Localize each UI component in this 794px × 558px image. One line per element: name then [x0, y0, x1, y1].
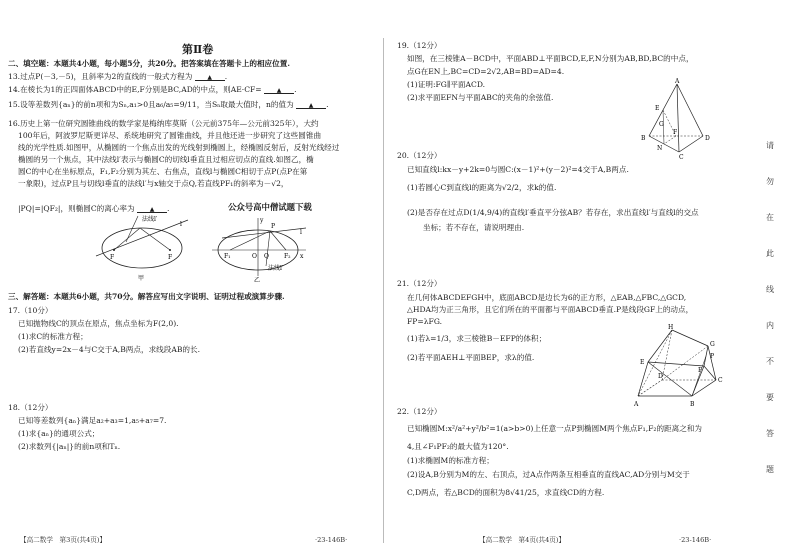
fig-label: 法线l′ [142, 216, 158, 223]
fig-label: G [710, 341, 715, 348]
q22-head: 22.（12分） [397, 407, 442, 416]
fig-caption-yi: 乙 [254, 277, 261, 284]
q22-line: 4,且∠F₁PF₂的最大值为120°. [407, 442, 509, 451]
margin-char: 答 [766, 429, 774, 438]
q20-head: 20.（12分） [397, 151, 442, 160]
fig-label: F [673, 129, 678, 136]
fig-label: l [300, 229, 302, 236]
margin-char: 勿 [766, 177, 774, 186]
fig-label: l [180, 221, 182, 228]
margin-char: 题 [766, 465, 774, 474]
margin-char: 不 [766, 357, 774, 366]
fig-label: A [634, 401, 639, 408]
fig-label: N [657, 145, 663, 152]
fig-label: F [110, 254, 115, 261]
q17-line: (2)若直线y=2x－4与C交于A,B两点，求线段AB的长. [18, 345, 201, 354]
q16-line: |PQ|=|QF₂|，则椭圆C的离心率为 ▲ . [18, 204, 170, 213]
footer-code: ·23-146B· [679, 536, 712, 544]
q22-line: (1)求椭圆M的标准方程； [407, 456, 494, 465]
fig-label: P [271, 223, 276, 230]
q19-head: 19.（12分） [397, 41, 442, 50]
q19-line: (1)证明:FG∥平面ACD. [407, 80, 486, 89]
margin-char: 要 [766, 393, 774, 402]
fig-label: F₁ [224, 253, 231, 260]
q19-line: (2)求平面EFN与平面ABC的夹角的余弦值. [407, 93, 554, 102]
q13: 13.过点P(－3,－5)，且斜率为2的直线的一般式方程为 ▲ . [8, 72, 228, 81]
answer-blank: ▲ [137, 203, 167, 213]
fig-label: E [640, 359, 645, 366]
watermark-text: 公众号高中僧试题下载 [228, 202, 312, 212]
figure-jia [92, 212, 192, 284]
q14: 14.在棱长为1的正四面体ABCD中的E,F分别是BC,AD的中点，则AE·CF= ▲ . [8, 85, 297, 94]
q20-line: (1)若圆心C到直线l的距离为√2/2，求k的值. [407, 183, 557, 192]
margin-char: 内 [766, 321, 774, 330]
answer-blank: ▲ [264, 84, 294, 94]
section3-header: 三、解答题：本题共6小题，共70分。解答应写出文字说明、证明过程或演算步骤. [8, 292, 285, 301]
q17-head: 17.（10分） [8, 306, 53, 315]
footer-page-info: 【高二数学 第3页(共4页)】 [20, 536, 107, 544]
fig-label: B [641, 135, 646, 142]
figure-yi [208, 212, 308, 284]
footer-code: ·23-146B· [315, 536, 348, 544]
margin-char: 请 [766, 141, 774, 150]
q15: 15.设等差数列{aₙ}的前n项和为Sₙ,a₁>0且a₆/a₅=9/11，当Sₙ取最大值时，n的值为 ▲ . [8, 100, 329, 109]
fig-label: F₂ [284, 253, 291, 260]
fig-label: F [168, 254, 173, 261]
page-title: 第Ⅱ卷 [182, 43, 214, 56]
q16-line: 16.历史上第一位研究圆锥曲线的数学家是梅纳库莫斯（公元前375年—公元前325年），大约 [8, 119, 319, 128]
margin-char: 此 [766, 249, 774, 258]
fig-caption-jia: 甲 [138, 275, 145, 282]
answer-blank: ▲ [296, 99, 326, 109]
fig-label: y [260, 217, 264, 224]
q17-line: (1)求C的标准方程； [18, 332, 88, 341]
q17-line: 已知抛物线C的顶点在原点，焦点坐标为F(2,0). [18, 319, 179, 328]
fig-label: H [668, 324, 674, 331]
q20-line: 坐标；若不存在，请说明理由. [423, 223, 525, 232]
q18-head: 18.（12分） [8, 403, 53, 412]
q16-line: 圆C的中心在坐标原点，F₁,F₂分别为其左、右焦点，直线l与椭圆C相切于点P(点P在第 [18, 167, 308, 176]
q21-line: 在几何体ABCDEFGH中，底面ABCD是边长为6的正方形，△EAB,△FBC,△GCD, [407, 293, 687, 302]
fig-label: F [698, 367, 703, 374]
fig-label: Q [264, 253, 269, 260]
fig-label: 法线l′ [268, 265, 284, 272]
margin-char: 线 [766, 285, 774, 294]
q22-line: (2)设A,B分别为M的左、右顶点，过A点作两条互相垂直的直线AC,AD分别与M交于 [407, 470, 690, 479]
q16-line: 线的光学性质.如图甲，从椭圆的一个焦点出发的光线射到椭圆上，经椭圆反射后，反射光线经过 [18, 143, 340, 152]
page-divider [383, 38, 384, 543]
answer-blank: ▲ [195, 71, 225, 81]
q22-line: C,D两点，若△BCD的面积为8√41/25，求直线CD的方程. [407, 488, 605, 497]
q16-line: 100年后，阿波罗尼斯更详尽、系统地研究了圆锥曲线，并且他还进一步研究了这些圆锥曲 [18, 131, 322, 140]
q21-line: (2)若平面AEH⊥平面BEP，求λ的值. [407, 353, 535, 362]
q21-head: 21.（12分） [397, 279, 442, 288]
q21-line: FP=λFG. [407, 317, 443, 326]
fig-label: O [252, 253, 257, 260]
fig-label: B [690, 401, 695, 408]
q18-line: (2)求数列{|aₙ|}的前n项和Tₙ. [18, 442, 121, 451]
q18-line: 已知等差数列{aₙ}满足a₂+a₃=1,a₅+a₇=7. [18, 416, 167, 425]
q21-line: (1)若λ=1/3，求三棱锥B－EFP的体积； [407, 334, 547, 343]
q18-line: (1)求{aₙ}的通项公式； [18, 429, 100, 438]
q19-line: 如图，在三棱锥A－BCD中，平面ABD⊥平面BCD,E,F,N分别为AB,BD,BC的中点， [407, 54, 694, 63]
fig-label: C [718, 377, 723, 384]
fig-label: C [679, 154, 684, 160]
fig-label: A [675, 78, 680, 85]
fig-label: G [659, 121, 664, 128]
fig-label: P [710, 353, 715, 360]
margin-char: 在 [766, 213, 774, 222]
figure-q19 [641, 78, 713, 160]
fig-label: D [658, 373, 663, 380]
footer-page-info: 【高二数学 第4页(共4页)】 [479, 536, 566, 544]
q19-line: 点G在EN上,BC=CD=2√2,AB=BD=AD=4. [407, 67, 565, 76]
binding-margin-note [760, 140, 784, 500]
q20-line: (2)是否存在过点D(1/4,9/4)的直线l′垂直平分弦AB？若存在，求出直线l′与直线l的交点 [407, 208, 699, 217]
fig-label: D [705, 135, 710, 142]
q16-line: 椭圆的另一个焦点，其中法线l′表示与椭圆C的切线l垂直且过相应切点的直线.如图乙，椭 [18, 155, 314, 164]
q16-line: 一象限)，过点P且与切线l垂直的法线l′与x轴交于点Q,若直线PF₁的斜率为－√2， [18, 179, 289, 188]
q22-line: 已知椭圆M:x²/a²+y²/b²=1(a>b>0)上任意一点P到椭圆M两个焦点F₁,F₂的距离之和为 [407, 424, 703, 433]
figure-q21 [632, 322, 724, 412]
fig-label: E [655, 105, 660, 112]
q20-line: 已知直线l:kx－y+2k=0与圆C:(x－1)²+(y－2)²=4交于A,B两点. [407, 165, 629, 174]
fig-label: x [300, 253, 304, 260]
q21-line: △HDA均为正三角形，且它们所在的平面都与平面ABCD垂直.P是线段GF上的动点， [407, 305, 694, 314]
section2-header: 二、填空题：本题共4小题，每小题5分，共20分。把答案填在答题卡上的相应位置. [8, 59, 290, 68]
right-page [397, 0, 794, 558]
